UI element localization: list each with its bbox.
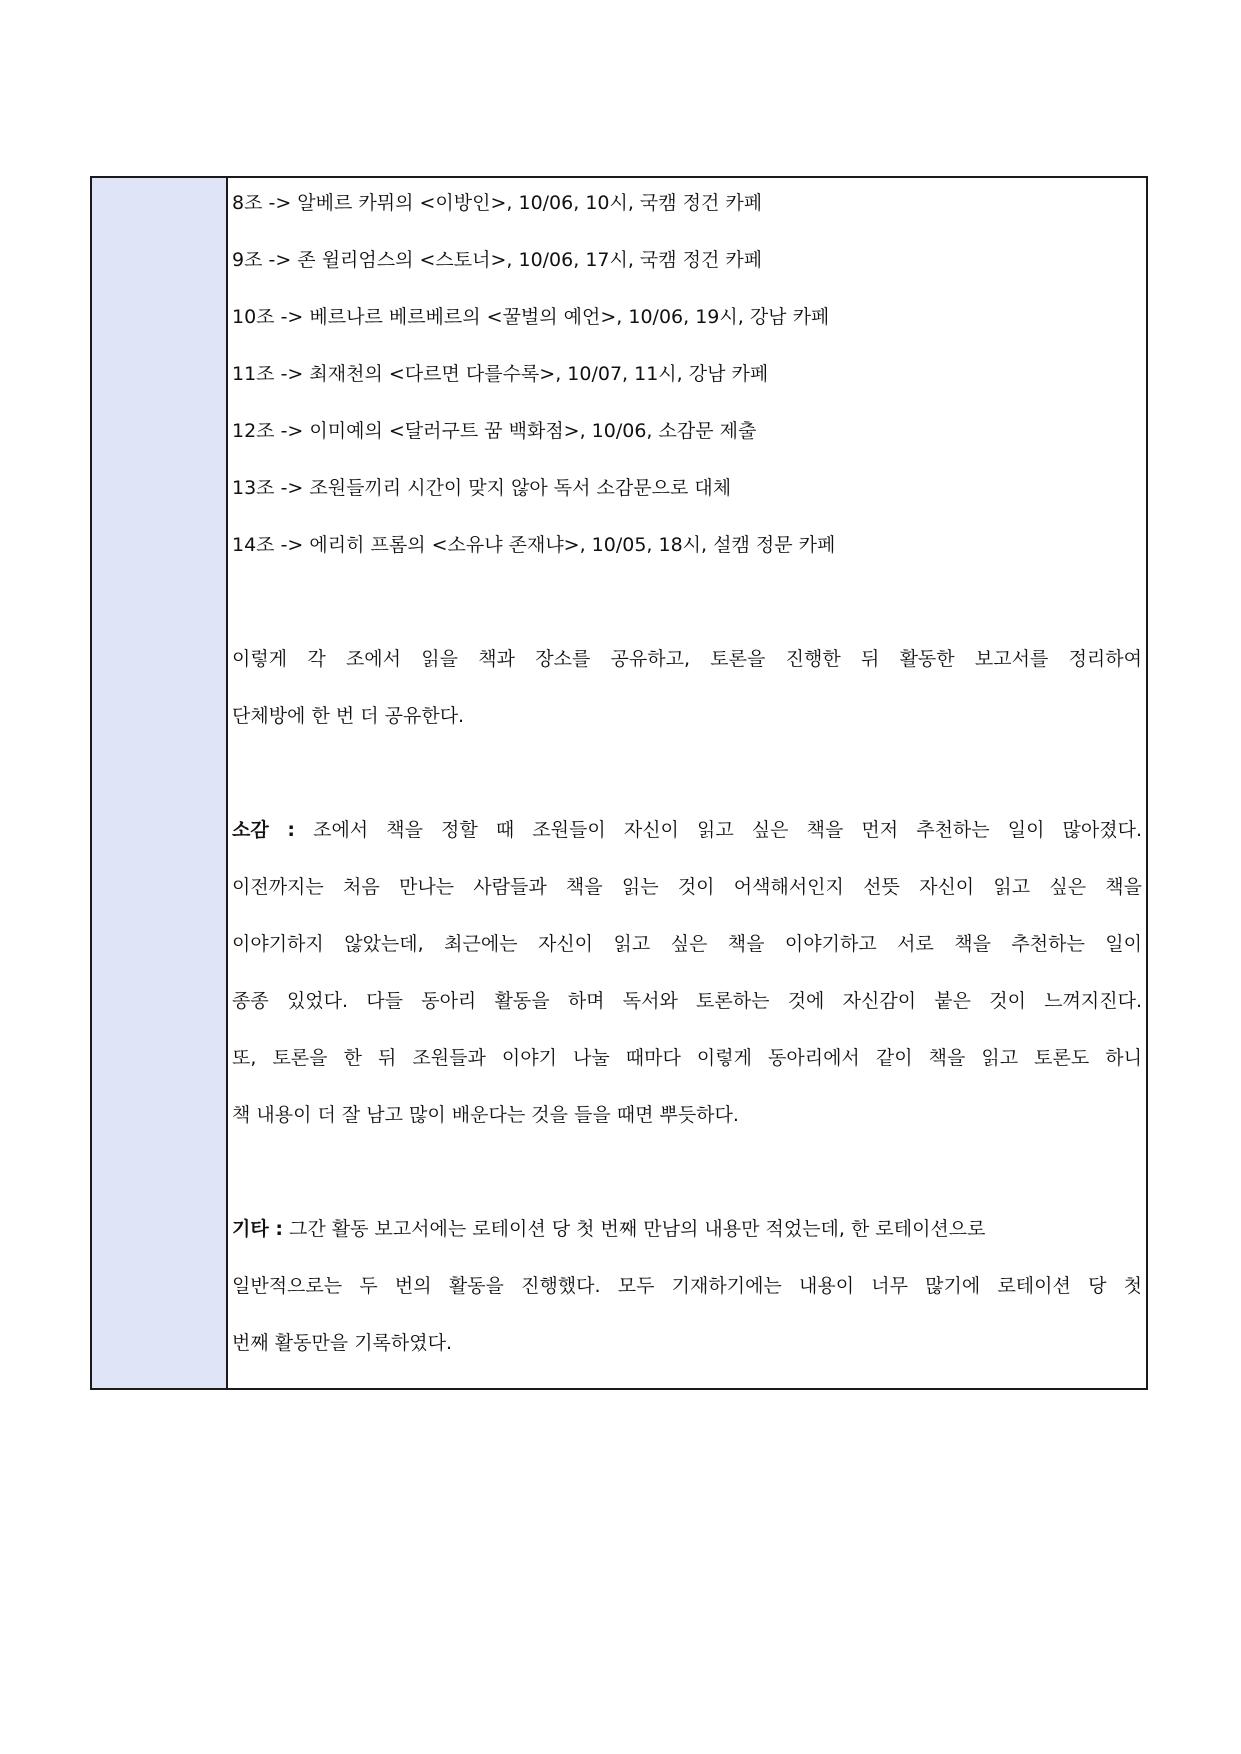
sharing-line-1: 이렇게 각 조에서 읽을 책과 장소를 공유하고, 토론을 진행한 뒤 활동한 보고서를 정리하여 (232, 648, 1142, 670)
impressions-line-1 (232, 815, 1142, 845)
sharing-line-2: 단체방에 한 번 더 공유한다. (232, 705, 465, 727)
label-column (92, 178, 228, 1388)
content-cell (228, 178, 1146, 1388)
schedule-line-11: 11조 -> 최재천의 <다르면 다를수록>, 10/07, 11시, 강남 카페 (232, 363, 769, 385)
impressions-label: 소감 : (232, 819, 295, 841)
misc-label: 기타 : (232, 1218, 283, 1240)
misc-line-3: 번째 활동만을 기록하였다. (232, 1332, 453, 1354)
impressions-line-3: 이야기하지 않았는데, 최근에는 자신이 읽고 싶은 책을 이야기하고 서로 책을 추천하는 일이 (232, 933, 1142, 955)
schedule-line-14: 14조 -> 에리히 프롬의 <소유냐 존재냐>, 10/05, 18시, 설캠 정문 카페 (232, 534, 836, 556)
schedule-line-8: 8조 -> 알베르 카뮈의 <이방인>, 10/06, 10시, 국캠 정건 카페 (232, 192, 763, 214)
schedule-line-10: 10조 -> 베르나르 베르베르의 <꿀벌의 예언>, 10/06, 19시, 강남 카페 (232, 306, 830, 328)
impressions-line-6: 책 내용이 더 잘 남고 많이 배운다는 것을 들을 때면 뿌듯하다. (232, 1104, 739, 1126)
schedule-line-13: 13조 -> 조원들끼리 시간이 맞지 않아 독서 소감문으로 대체 (232, 477, 732, 499)
schedule-line-9: 9조 -> 존 윌리엄스의 <스토너>, 10/06, 17시, 국캠 정건 카페 (232, 249, 763, 271)
impressions-line-4: 종종 있었다. 다들 동아리 활동을 하며 독서와 토론하는 것에 자신감이 붙은 것이 느껴지진다. (232, 990, 1142, 1012)
schedule-line-12: 12조 -> 이미예의 <달러구트 꿈 백화점>, 10/06, 소감문 제출 (232, 420, 757, 442)
misc-first-line: 그간 활동 보고서에는 로테이션 당 첫 번째 만남의 내용만 적었는데, 한 로테이션으로 (288, 1218, 986, 1240)
impressions-line-2: 이전까지는 처음 만나는 사람들과 책을 읽는 것이 어색해서인지 선뜻 자신이 읽고 싶은 책을 (232, 876, 1142, 898)
report-table (90, 176, 1148, 1390)
misc-line-1 (232, 1214, 1142, 1244)
impressions-first-line: 조에서 책을 정할 때 조원들이 자신이 읽고 싶은 책을 먼저 추천하는 일이 많아졌다. (313, 819, 1142, 841)
impressions-line-5: 또, 토론을 한 뒤 조원들과 이야기 나눌 때마다 이렇게 동아리에서 같이 책을 읽고 토론도 하니 (232, 1047, 1142, 1069)
misc-line-2: 일반적으로는 두 번의 활동을 진행했다. 모두 기재하기에는 내용이 너무 많기에 로테이션 당 첫 (232, 1275, 1142, 1297)
